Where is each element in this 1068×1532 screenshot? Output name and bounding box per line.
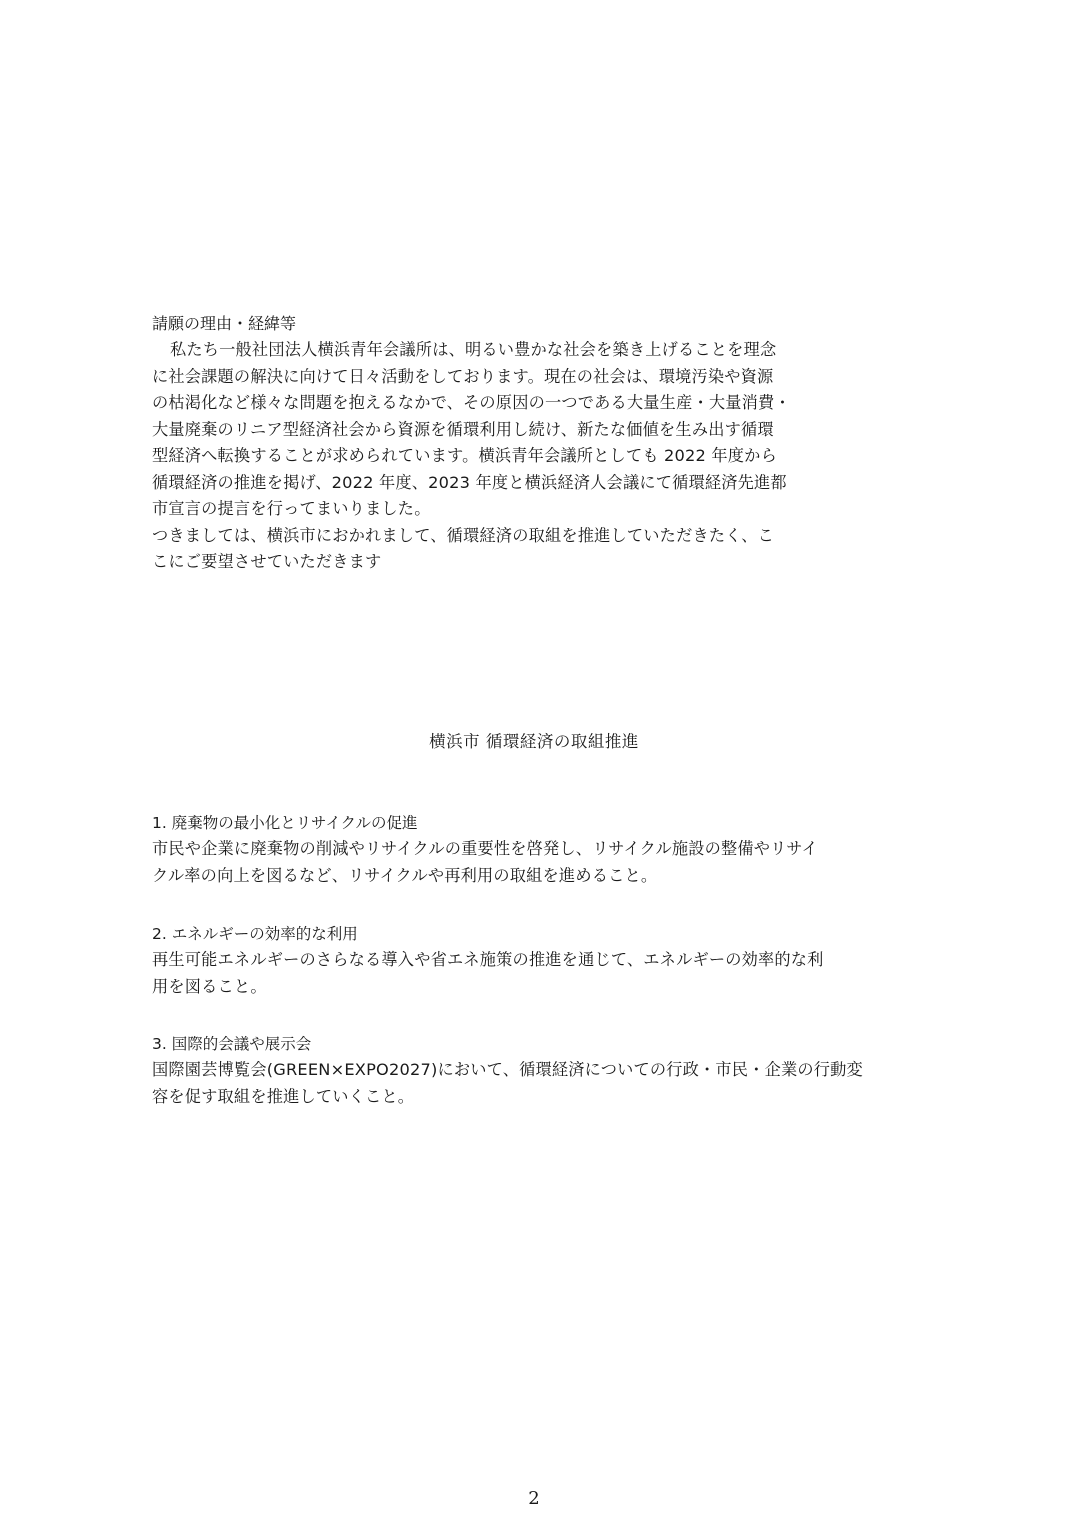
reason-line: の枯渇化など様々な問題を抱えるなかで、その原因の一つである大量生産・大量消費・ bbox=[152, 393, 791, 412]
reason-section bbox=[152, 311, 892, 576]
reason-line: 市宣言の提言を行ってまいりました。 bbox=[152, 499, 431, 518]
item-title: 3. 国際的会議や展示会 bbox=[152, 1035, 312, 1053]
list-item bbox=[152, 810, 892, 889]
reason-line: 大量廃棄のリニア型経済社会から資源を循環利用し続け、新たな価値を生み出す循環 bbox=[152, 419, 774, 439]
item-line: 再生可能エネルギーのさらなる導入や省エネ施策の推進を通じて、エネルギーの効率的な利 bbox=[152, 950, 824, 969]
reason-line: 型経済へ転換することが求められています。横浜青年会議所としても 2022 年度から bbox=[152, 446, 777, 465]
item-title: 2. エネルギーの効率的な利用 bbox=[152, 925, 358, 943]
item-line: 国際園芸博覧会(GREEN×EXPO2027)において、循環経済についての行政・市民・企業の行動変 bbox=[152, 1060, 863, 1079]
item-title: 1. 廃棄物の最小化とリサイクルの促進 bbox=[152, 814, 418, 832]
page-number: 2 bbox=[528, 1488, 540, 1509]
reason-line: 循環経済の推進を掲げ、2022 年度、2023 年度と横浜経済人会議にて循環経済先進都 bbox=[152, 472, 787, 492]
reason-line: 私たち一般社団法人横浜青年会議所は、明るい豊かな社会を築き上げることを理念 bbox=[170, 340, 777, 359]
item-line: 市民や企業に廃棄物の削減やリサイクルの重要性を啓発し、リサイクル施設の整備やリサイ bbox=[152, 839, 818, 858]
list-item bbox=[152, 1031, 892, 1110]
reason-line: つきましては、横浜市におかれまして、循環経済の取組を推進していただきたく、こ bbox=[152, 525, 775, 545]
item-line: 用を図ること。 bbox=[152, 976, 267, 996]
list-item bbox=[152, 921, 892, 1000]
section-title: 横浜市 循環経済の取組推進 bbox=[429, 732, 639, 751]
reason-line: こにご要望させていただきます bbox=[152, 552, 382, 571]
item-line: クル率の向上を図るなど、リサイクルや再利用の取組を進めること。 bbox=[152, 865, 658, 885]
reason-heading: 請願の理由・経緯等 bbox=[152, 314, 297, 333]
item-line: 容を促す取組を推進していくこと。 bbox=[152, 1086, 415, 1106]
reason-line: に社会課題の解決に向けて日々活動をしております。現在の社会は、環境汚染や資源 bbox=[152, 366, 774, 386]
